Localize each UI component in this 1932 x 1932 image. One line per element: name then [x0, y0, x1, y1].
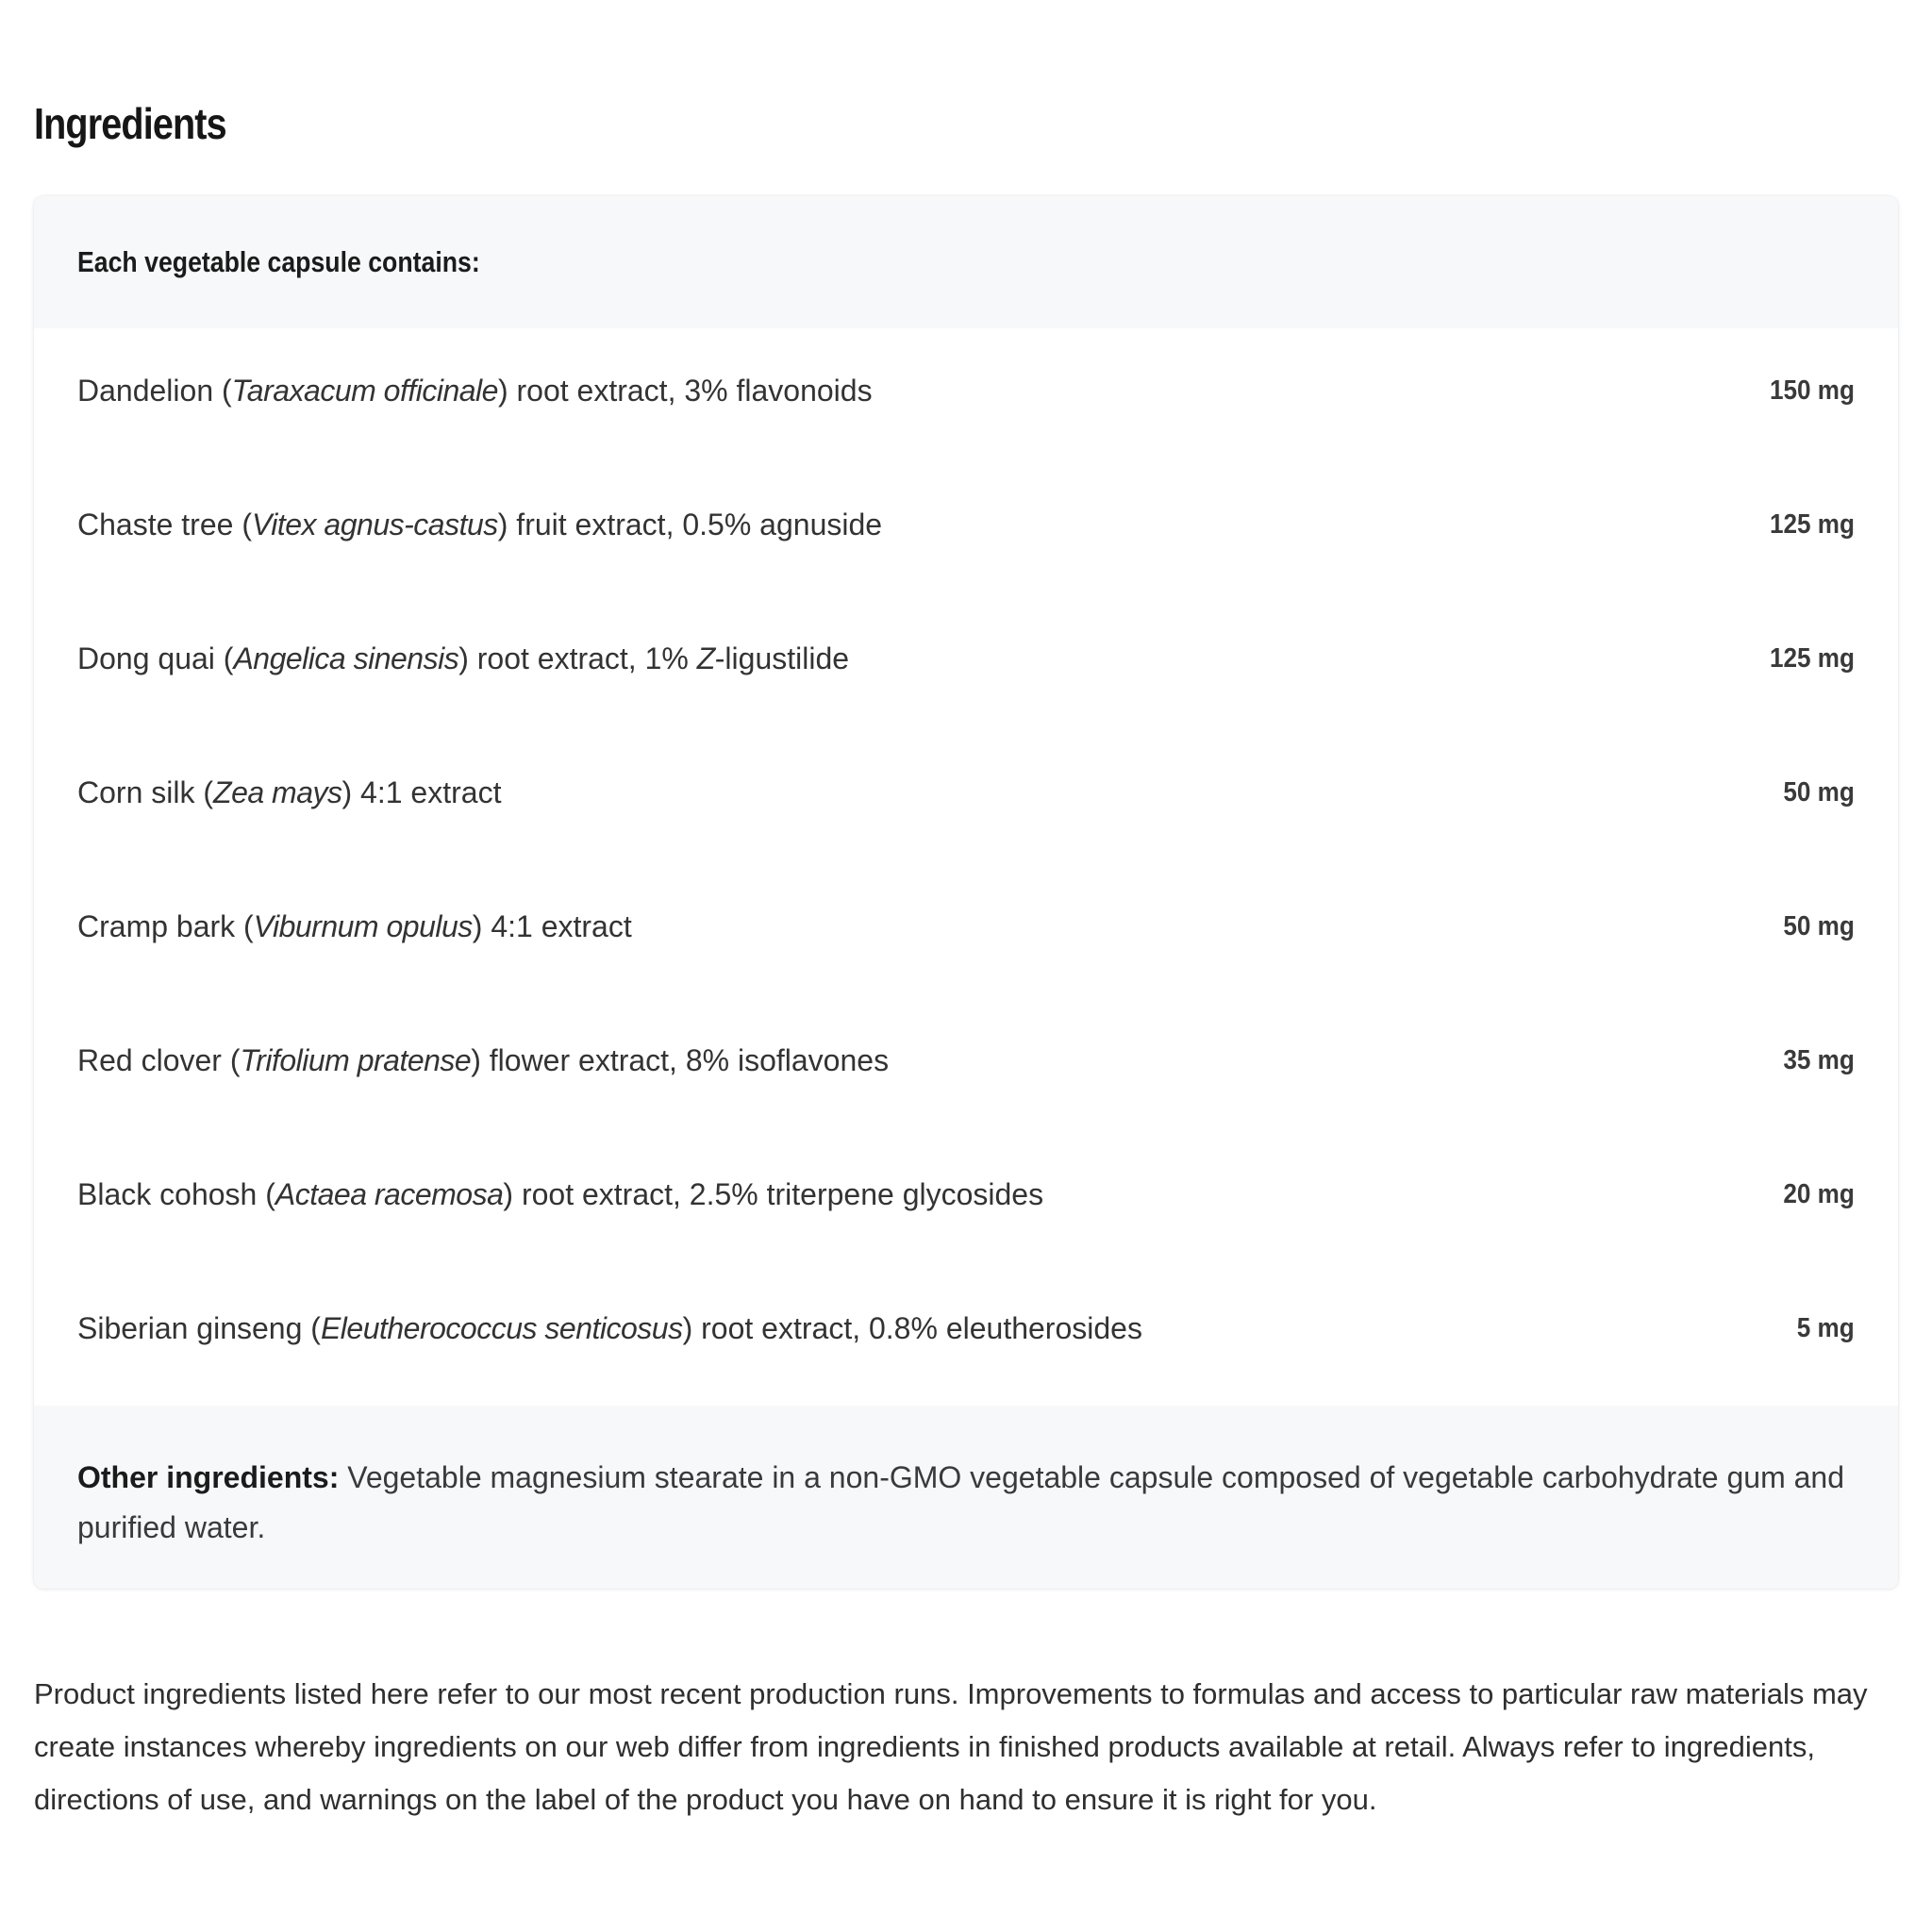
table-row	[34, 998, 1898, 1132]
ingredient-amount: 125 mg	[1770, 643, 1855, 674]
ingredient-amount: 50 mg	[1783, 777, 1855, 808]
ingredient-amount: 150 mg	[1770, 375, 1855, 406]
table-row	[34, 596, 1898, 730]
other-ingredients-label: Other ingredients:	[77, 1460, 340, 1494]
other-ingredients	[34, 1406, 1898, 1589]
panel-header-label: Each vegetable capsule contains:	[77, 245, 480, 278]
ingredient-name: Black cohosh (Actaea racemosa) root extract, 2.5% triterpene glycosides	[77, 1177, 1044, 1211]
section-title: Ingredients	[34, 99, 226, 148]
ingredient-name: Siberian ginseng (Eleutherococcus senticosus) root extract, 0.8% eleutherosides	[77, 1311, 1142, 1345]
ingredient-amount: 50 mg	[1783, 911, 1855, 941]
ingredient-name: Dong quai (Angelica sinensis) root extract, 1% Z-ligustilide	[77, 641, 850, 675]
table-row	[34, 730, 1898, 864]
ingredient-name: Cramp bark (Viburnum opulus) 4:1 extract	[77, 909, 632, 943]
table-row	[34, 864, 1898, 998]
other-ingredients-text	[77, 1453, 1851, 1553]
ingredient-name: Chaste tree (Vitex agnus-castus) fruit extract, 0.5% agnuside	[77, 508, 883, 541]
table-row	[34, 328, 1898, 462]
panel-header	[34, 196, 1898, 328]
table-row	[34, 1132, 1898, 1266]
other-ingredients-value: Vegetable magnesium stearate in a non-GMO vegetable capsule composed of vegetable carbohydrate gum and purified water.	[77, 1460, 1845, 1544]
ingredient-amount: 5 mg	[1797, 1313, 1855, 1343]
ingredient-amount: 35 mg	[1783, 1045, 1855, 1075]
disclaimer-text: Product ingredients listed here refer to our most recent production runs. Improvements to formulas and access to particular raw materials may create instances whereby ingredients on our web differ from ingredients in finished products available at retail. Always refer to ingredients, directions of use, and warnings on the label of the product you have on hand to ensure it is right for you.	[34, 1677, 1868, 1816]
ingredient-amount: 125 mg	[1770, 509, 1855, 540]
ingredient-name: Dandelion (Taraxacum officinale) root extract, 3% flavonoids	[77, 374, 873, 408]
ingredient-amount: 20 mg	[1783, 1179, 1855, 1209]
table-row	[34, 462, 1898, 596]
ingredient-name: Corn silk (Zea mays) 4:1 extract	[77, 775, 502, 809]
ingredient-list	[34, 328, 1898, 1400]
ingredients-panel	[34, 196, 1898, 1589]
table-row	[34, 1266, 1898, 1400]
ingredient-name: Red clover (Trifolium pratense) flower extract, 8% isoflavones	[77, 1043, 890, 1077]
